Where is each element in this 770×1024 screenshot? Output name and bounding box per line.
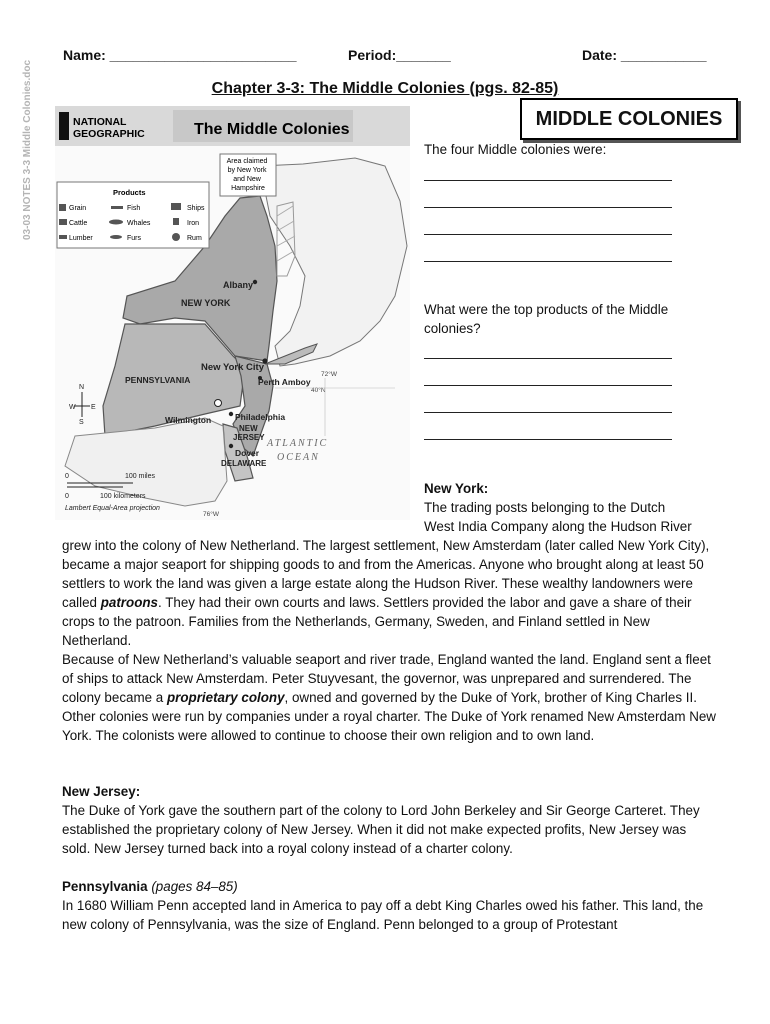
answer-line[interactable] — [424, 412, 672, 413]
svg-text:Fish: Fish — [127, 205, 141, 212]
ny-line-2: West India Company along the Hudson River — [424, 519, 692, 534]
map-title: The Middle Colonies — [194, 121, 350, 138]
nj-heading: New Jersey: — [62, 784, 141, 799]
date-field[interactable]: Date: ___________ — [582, 47, 707, 63]
pa-heading: Pennsylvania (pages 84–85) — [62, 879, 238, 894]
question-four-colonies: The four Middle colonies were: — [424, 142, 607, 157]
answer-line[interactable] — [424, 207, 672, 208]
answer-line[interactable] — [424, 385, 672, 386]
svg-text:W: W — [69, 404, 76, 411]
answer-line[interactable] — [424, 180, 672, 181]
svg-text:Furs: Furs — [127, 235, 141, 242]
middle-colonies-badge: MIDDLE COLONIES — [520, 98, 738, 140]
middle-colonies-map — [55, 106, 410, 520]
svg-text:Lumber: Lumber — [69, 235, 93, 242]
svg-text:JERSEY: JERSEY — [233, 433, 265, 442]
answer-line[interactable] — [424, 439, 672, 440]
brand-2: GEOGRAPHIC — [73, 128, 145, 140]
question-top-products: What were the top products of the Middle colonies? — [424, 302, 669, 336]
map-graphic — [55, 106, 410, 520]
ny-paragraph-1: grew into the colony of New Netherland. The largest settlement, New Amsterdam (later called New York City), became a major seaport for shipping goods to and from the Americas. Anyone who brought along at least 50 settlers to work the land was given a large estate along the Hudson River. These wealthy landowners were called patroons. They had their own courts and laws. Settlers provided the labor and gave a share of their crops to the patroon. Families from the Netherlands, Germany, Sweden, and Finland settled in New Netherland. — [62, 538, 710, 648]
svg-text:OCEAN: OCEAN — [277, 452, 320, 463]
answer-line[interactable] — [424, 261, 672, 262]
svg-text:Iron: Iron — [187, 220, 200, 227]
svg-text:Philadelphia: Philadelphia — [235, 412, 286, 422]
svg-text:0: 0 — [65, 473, 69, 480]
nj-paragraph: The Duke of York gave the southern part of the colony to Lord John Berkeley and Sir George Carteret. They established the proprietary colony of New Jersey. When it did not make expected profits, New Jersey was sold. New Jersey turned back into a royal colony instead of a charter colony. — [62, 803, 700, 856]
ny-paragraph-2: Because of New Netherland’s valuable seaport and river trade, England wanted the land. England sent a fleet of ships to attack New Amsterdam. Peter Stuyvesant, the governor, was unprepared and surrendered. The colony became a proprietary colony, owned and governed by the Duke of York, brother of King Charles II. Other colonies were run by companies under a royal charter. The Duke of York renamed New Amsterdam New York. The colonists were allowed to continue to choose their own religion and to own land. — [62, 652, 716, 743]
page-title: Chapter 3-3: The Middle Colonies (pgs. 82-85) — [211, 80, 559, 97]
svg-text:Albany: Albany — [223, 280, 254, 290]
svg-text:Perth Amboy: Perth Amboy — [258, 377, 311, 387]
svg-text:ATLANTIC: ATLANTIC — [267, 438, 329, 449]
svg-text:76°W: 76°W — [203, 511, 219, 518]
svg-text:Area claimed by New York: Area claimed by New York and New Hampshire — [226, 158, 268, 192]
svg-text:DELAWARE: DELAWARE — [221, 459, 267, 468]
svg-text:Grain: Grain — [69, 205, 87, 212]
ny-heading: New York: — [424, 481, 489, 496]
ny-line-1: The trading posts belonging to the Dutch — [424, 500, 666, 515]
answer-line[interactable] — [424, 234, 672, 235]
svg-text:72°W: 72°W — [321, 371, 337, 378]
period-field[interactable]: Period:_______ — [348, 47, 451, 63]
svg-text:Cattle: Cattle — [69, 220, 88, 227]
svg-text:Dover: Dover — [235, 448, 260, 458]
svg-text:100 miles: 100 miles — [125, 473, 155, 480]
answer-line[interactable] — [424, 358, 672, 359]
pa-paragraph: In 1680 William Penn accepted land in America to pay off a debt King Charles owed his father. This land, the new colony of Pennsylvania, was the size of England. Penn belonged to a group of Protestant — [62, 898, 704, 932]
name-field[interactable]: Name: ________________________ — [63, 47, 297, 63]
svg-text:PENNSYLVANIA: PENNSYLVANIA — [125, 375, 191, 385]
svg-text:Rum: Rum — [187, 235, 202, 242]
svg-text:S: S — [79, 419, 84, 426]
file-label: 03-03 NOTES 3-3 Middle Colonies.doc — [22, 59, 33, 240]
svg-text:NEW YORK: NEW YORK — [181, 298, 231, 308]
svg-text:Whales: Whales — [127, 220, 151, 227]
svg-text:N: N — [79, 384, 85, 391]
svg-text:New York City: New York City — [201, 362, 265, 373]
svg-text:Wilmington: Wilmington — [165, 415, 212, 425]
svg-text:Lambert Equal-Area projection: Lambert Equal-Area projection — [65, 505, 160, 512]
svg-text:0: 0 — [65, 493, 69, 500]
svg-text:40°N: 40°N — [311, 387, 326, 394]
svg-text:Ships: Ships — [187, 205, 205, 212]
svg-text:100 kilometers: 100 kilometers — [100, 493, 146, 500]
brand-1: NATIONAL — [73, 116, 127, 128]
svg-text:E: E — [91, 404, 96, 411]
svg-text:NEW: NEW — [239, 424, 258, 433]
ng-logo-icon — [59, 112, 69, 140]
products-title: Products — [113, 188, 146, 197]
